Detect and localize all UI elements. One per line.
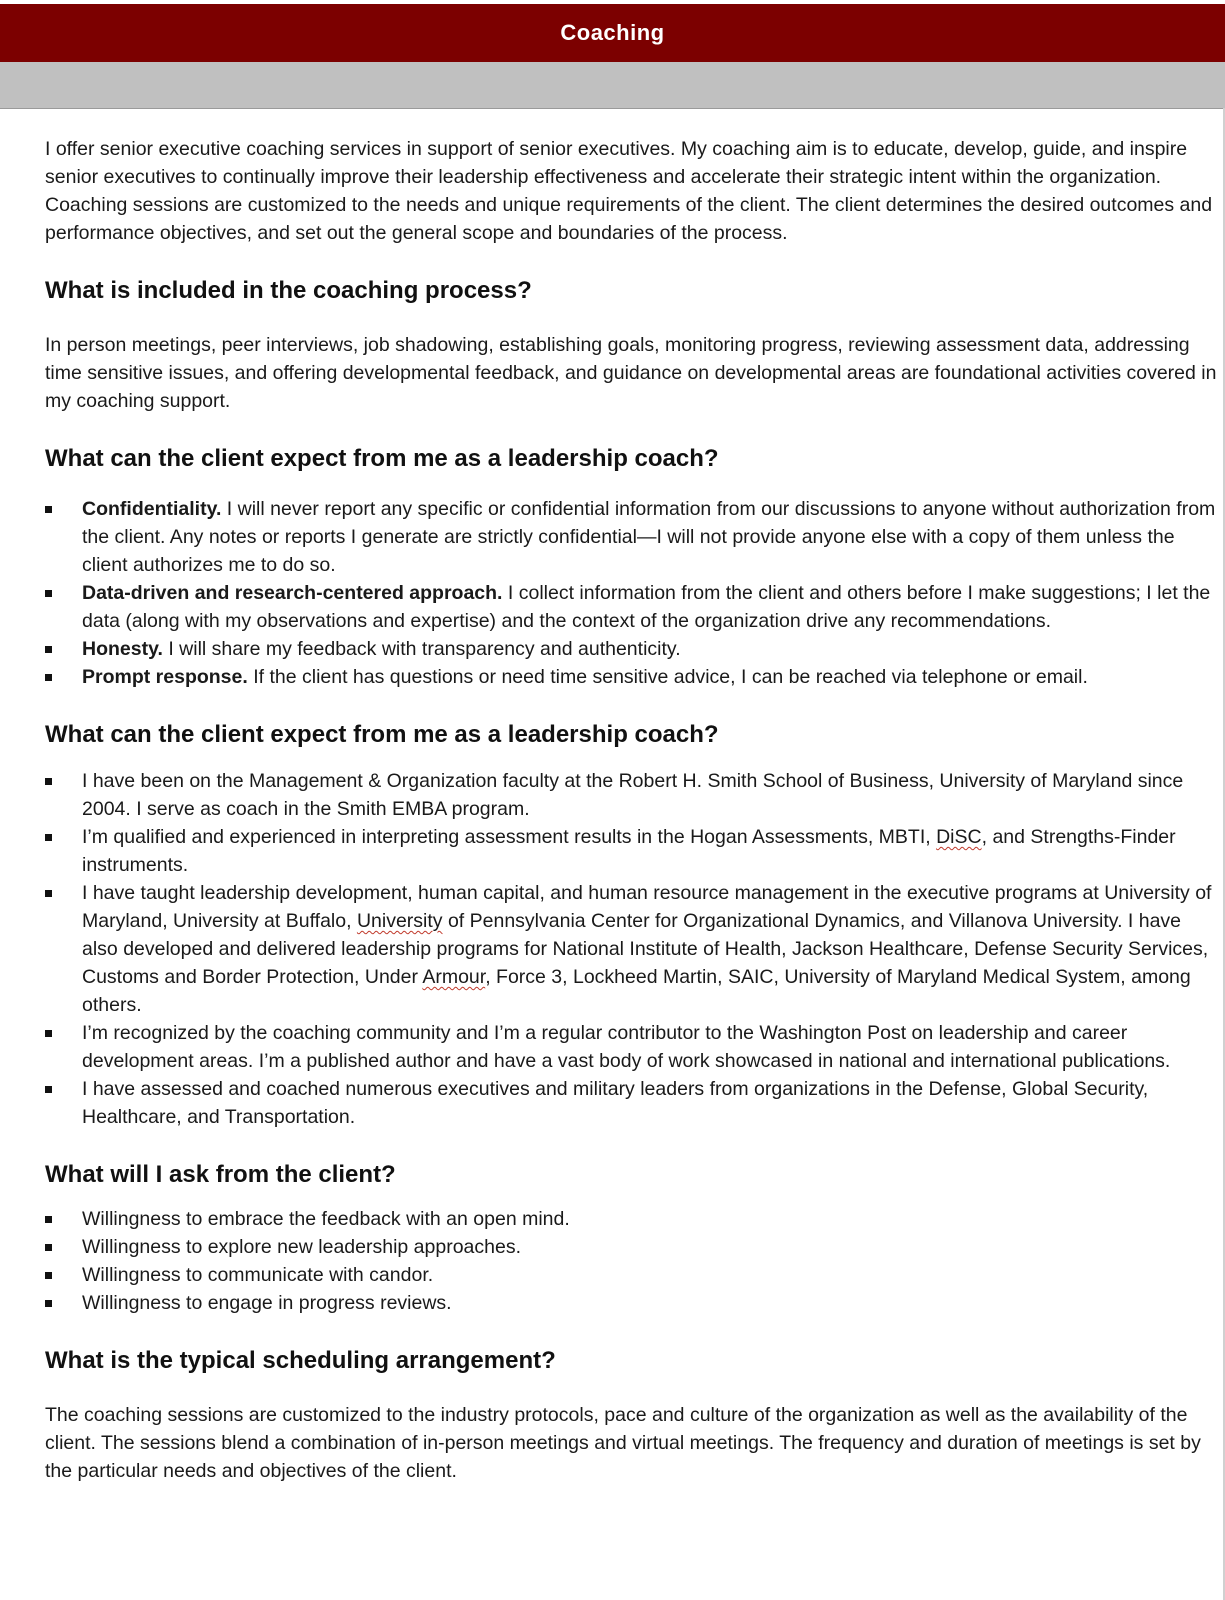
bullet-icon <box>45 778 52 785</box>
bullet-icon <box>45 674 52 681</box>
item-lead: Prompt response. <box>82 666 248 688</box>
item-text: I’m qualified and experienced in interpreting assessment results in the Hogan Assessments, MBTI, <box>82 826 937 848</box>
item-text: Willingness to engage in progress reviews. <box>82 1292 452 1314</box>
page-title: Coaching <box>560 20 665 45</box>
list-item <box>45 1019 1220 1075</box>
section-heading-credentials: What can the client expect from me as a leadership coach? <box>45 721 719 748</box>
section-heading-ask: What will I ask from the client? <box>45 1161 396 1188</box>
item-text: I have been on the Management & Organization faculty at the Robert H. Smith School of Business, University of Maryland since 2004. I serve as coach in the Smith EMBA program. <box>82 770 1184 820</box>
item-lead: Confidentiality. <box>82 498 222 520</box>
item-text: I have taught leadership development, human capital, and human resource management in the executive programs at University of Maryland, University at Buffalo, <box>82 882 1212 932</box>
item-text: I’m recognized by the coaching community and I’m a regular contributor to the Washington Post on leadership and career development areas. I’m a published author and have a vast body of work showcased in national and international publications. <box>82 1022 1171 1072</box>
item-lead: Honesty. <box>82 638 163 660</box>
item-lead: Data-driven and research-centered approach. <box>82 582 503 604</box>
item-text: I will never report any specific or confidential information from our discussions to anyone without authorization from the client. Any notes or reports I generate are strictly confidential—I will not provide anyone else with a copy of them unless the client authorizes me to do so. <box>82 498 1216 576</box>
title-bar <box>0 4 1225 62</box>
scheduling-paragraph: The coaching sessions are customized to the industry protocols, pace and culture of the organization as well as the availability of the client. The sessions blend a combination of in-person meetings and virtual meetings. The frequency and duration of meetings is set by the particular needs and objectives of the client. <box>45 1404 1201 1482</box>
item-text: If the client has questions or need time sensitive advice, I can be reached via telephone or email. <box>247 666 1088 688</box>
item-text: of Pennsylvania Center for Organizational Dynamics, and Villanova University. I have also developed and delivered leadership programs for National Institute of Health, Jackson Healthcare, Defense Security Services, Customs and Border Protection, Under <box>82 910 1209 988</box>
list-item <box>45 635 1220 663</box>
list-item <box>45 879 1220 1019</box>
sub-header-bar <box>0 62 1225 109</box>
bullet-icon <box>45 834 52 841</box>
item-text: Willingness to communicate with candor. <box>82 1264 434 1286</box>
list-item <box>45 823 1220 879</box>
bullet-icon <box>45 590 52 597</box>
list-item <box>45 579 1220 635</box>
document-body <box>45 135 1220 1485</box>
section-heading-process: What is included in the coaching process? <box>45 277 532 304</box>
list-item <box>45 1261 1220 1289</box>
bullet-icon <box>45 1244 52 1251</box>
list-item <box>45 495 1220 579</box>
ask-list <box>45 1205 1220 1317</box>
bullet-icon <box>45 1272 52 1279</box>
item-text: , Force 3, Lockheed Martin, SAIC, University of Maryland Medical System, among others. <box>82 966 1191 1016</box>
list-item <box>45 767 1220 823</box>
list-item <box>45 1233 1220 1261</box>
spellcheck-word: Armour <box>422 966 486 988</box>
list-item <box>45 1075 1220 1131</box>
credentials-list <box>45 767 1220 1131</box>
section-heading-expect: What can the client expect from me as a leadership coach? <box>45 445 719 472</box>
bullet-icon <box>45 1030 52 1037</box>
section-heading-scheduling: What is the typical scheduling arrangement? <box>45 1347 556 1374</box>
expect-list <box>45 495 1220 691</box>
list-item <box>45 1289 1220 1317</box>
spellcheck-word: University <box>356 910 443 932</box>
item-text: I collect information from the client and others before I make suggestions; I let the data (along with my observations and expertise) and the context of the organization drive any recommendations. <box>82 582 1211 632</box>
process-paragraph: In person meetings, peer interviews, job shadowing, establishing goals, monitoring progress, reviewing assessment data, addressing time sensitive issues, and offering developmental feedback, and guidance on developmental areas are foundational activities covered in my coaching support. <box>45 334 1217 412</box>
item-text: I have assessed and coached numerous executives and military leaders from organizations in the Defense, Global Security, Healthcare, and Transportation. <box>82 1078 1149 1128</box>
bullet-icon <box>45 1300 52 1307</box>
item-text: Willingness to explore new leadership approaches. <box>82 1236 521 1258</box>
bullet-icon <box>45 1086 52 1093</box>
bullet-icon <box>45 890 52 897</box>
spellcheck-word: DiSC <box>936 826 982 848</box>
list-item <box>45 663 1220 691</box>
intro-paragraph: I offer senior executive coaching services in support of senior executives. My coaching aim is to educate, develop, guide, and inspire senior executives to continually improve their leadership effectiveness and accelerate their strategic intent within the organization. Coaching sessions are customized to the needs and unique requirements of the client. The client determines the desired outcomes and performance objectives, and set out the general scope and boundaries of the process. <box>45 138 1213 244</box>
bullet-icon <box>45 646 52 653</box>
bullet-icon <box>45 1216 52 1223</box>
item-text: , and Strengths-Finder instruments. <box>82 826 1176 876</box>
list-item <box>45 1205 1220 1233</box>
bullet-icon <box>45 506 52 513</box>
item-text: Willingness to embrace the feedback with an open mind. <box>82 1208 570 1230</box>
item-text: I will share my feedback with transparency and authenticity. <box>162 638 681 660</box>
